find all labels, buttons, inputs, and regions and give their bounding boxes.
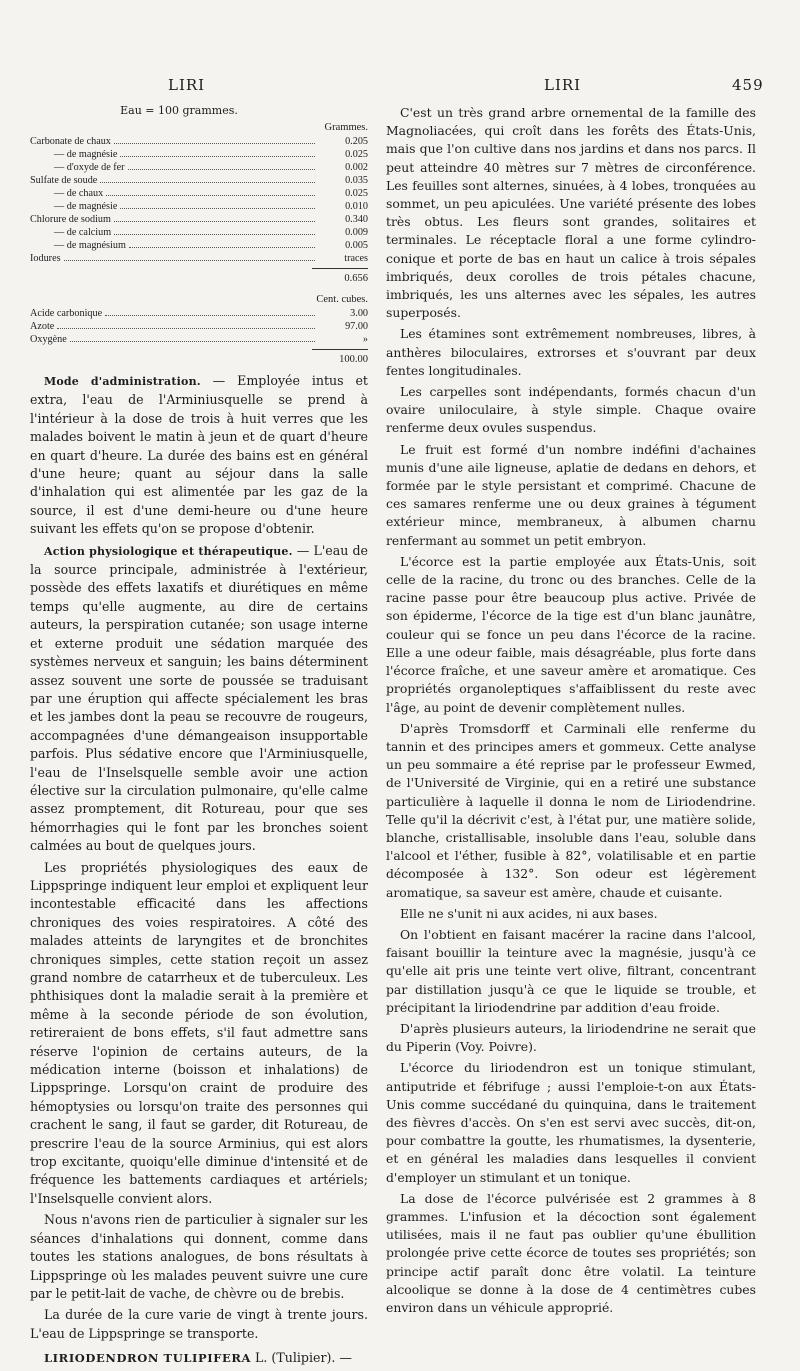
leader-dots [114, 220, 315, 222]
paragraph-text: L. (Tulipier). — [255, 1350, 352, 1366]
page-number: 459 [732, 76, 764, 94]
row-value: 0.340 [345, 214, 368, 225]
paragraph-therapeutics: L'écorce du liriodendron est un tonique stimulant, antiputride et fébrifuge ; aussi l'emploie-t-on aux États-Unis comme succédané du quinquina, dans le traitement des fièvres d'accès. On s'en est servi avec succès, dit-on, pour combattre la goutte, les rhumatismes, la dysenterie, et en général les maladies dans lesquelles il convient d'employer un stimulant et un tonique. [386, 1060, 756, 1185]
entry-heading: LIRIODENDRON TULIPIFERA [44, 1351, 252, 1366]
row-label: Iodures [30, 253, 61, 264]
leader-dots [106, 194, 315, 196]
table-row [30, 252, 368, 265]
running-head [0, 76, 800, 96]
paragraph-liriodendron [30, 1349, 368, 1367]
paragraph-acids: Elle ne s'unit ni aux acides, ni aux bases. [400, 905, 658, 921]
left-column [30, 104, 368, 1371]
leader-dots [114, 142, 315, 144]
paragraph-action [30, 542, 368, 856]
section-heading: Action physiologique et thérapeutique. [44, 544, 293, 558]
row-value: 0.205 [345, 136, 368, 147]
row-label: — de magnésie [54, 201, 118, 212]
paragraph-cure-duration: La durée de la cure varie de vingt à trente jours. L'eau de Lippspringe se transporte. [30, 1307, 368, 1341]
row-label: — d'oxyde de fer [54, 162, 125, 173]
row-value: 97.00 [345, 321, 368, 332]
row-value: 0.025 [345, 188, 368, 199]
leader-dots [128, 168, 315, 170]
mineral-rows [30, 135, 368, 265]
row-value: » [362, 334, 368, 345]
leader-dots [129, 246, 315, 248]
paragraph-text: — L'eau de la source principale, administrée à l'extérieur, possède des effets laxatifs et diurétiques en même temps qu'elle augmente, au dire de certains auteurs, la perspiration cutanée; son usage interne et externe produit une sédation marquée des systèmes nerveux et sanguin; les bains déterminent assez souvent une sorte de poussée se traduisant par une éruption qui affecte spécialement les bras et les jambes dont la peau se recouvre de rougeurs, accompagnées d'une démangeaison insupportable parfois. Plus sédative encore que l'Arminiusquelle, l'eau de l'Inselsquelle semble avoir une action élective sur la circulation pulmonaire, qu'elle calme assez promptement, dit Rotureau, pour que ses hémorrhagies qui le font par les bronches soient calmées au bout de quelques jours. [30, 542, 369, 854]
leader-dots [70, 340, 315, 342]
table-row [30, 239, 368, 252]
table-row [30, 174, 368, 187]
leader-dots [120, 155, 315, 157]
mineral-total: 0.656 [344, 273, 368, 284]
leader-dots [114, 233, 315, 235]
table-row [30, 135, 368, 148]
leader-dots [64, 259, 315, 261]
row-value: 0.035 [345, 175, 368, 186]
table-caption: Eau = 100 grammes. [120, 104, 238, 117]
paragraph-administration [30, 372, 368, 539]
paragraph-carpels: Les carpelles sont indépendants, formés chacun d'un ovaire uniloculaire, à style simple. Chaque ovaire renferme deux ovules suspendus. [386, 384, 756, 436]
paragraph-extraction: On l'obtient en faisant macérer la racine dans l'alcool, faisant bouillir la teinture avec la magnésie, jusqu'à ce qu'elle ait pris une teinte vert olive, filtrant, concentrant par distillation jusqu'à ce que le liquide se trouble, et précipitant la liriodendrine par addition d'eau froide. [386, 926, 756, 1015]
row-value: traces [344, 253, 368, 264]
row-label: Azote [30, 321, 55, 332]
table-row [30, 148, 368, 161]
unit-grams: Grammes. [324, 122, 368, 133]
paragraph-description: C'est un très grand arbre ornemental de la famille des Magnoliacées, qui croît dans les forêts des États-Unis, mais que l'on cultive dans nos jardins et dans nos parcs. Il peut atteindre 40 mètres sur 7 mètres de circonférence. Les feuilles sont alternes, sinuées, à 4 lobes, tronquées au sommet, un peu apiculées. Une variété présente des lobes très obtus. Les fleurs sont grandes, solitaires et terminales. Le réceptacle floral a une forme cylindro-conique et porte de bas en haut un calice à trois sépales imbriqués, deux corolles de trois pétales chacune, imbriqués, les uns alternes avec les sépales, les autres superposés. [386, 105, 756, 321]
leader-dots [100, 181, 315, 183]
row-value: 0.002 [345, 162, 368, 173]
row-value: 3.00 [350, 308, 368, 319]
row-label: — de magnésium [54, 240, 126, 251]
paragraph-properties: Les propriétés physiologiques des eaux de Lippspringe indiquent leur emploi et expliquent leur incontestable efficacité dans les affections chroniques des voies respiratoires. A côté des malades atteints de laryngites et de bronchites chroniques simples, cette station reçoit un assez grand nombre de catarrheux et de tuberculeux. Les phthisiques dont la maladie serait à la première et même à la seconde période de son évolution, retireraient de bons effets, s'il faut admettre sans réserve l'opinion de certains auteurs, de la médication interne (boisson et inhalations) de Lippspringe. Lorsqu'on craint de produire des hémoptysies ou lorsqu'on traite des personnes qui crachent le sang, il faut se garder, dit Rotureau, de prescrire l'eau de la source Arminius, qui est alors trop excitante, quoiqu'elle diminue d'intensité et de fréquence les battements cardiaques et artériels; l'Inselsquelle convient alors. [30, 859, 368, 1206]
leader-dots [105, 314, 315, 316]
table-row [30, 320, 368, 333]
running-head-right: LIRI [544, 76, 582, 94]
table-row [30, 200, 368, 213]
table-row [30, 307, 368, 320]
row-label: Carbonate de chaux [30, 136, 111, 147]
row-label: — de chaux [54, 188, 104, 199]
table-row [30, 333, 368, 346]
right-column [386, 104, 756, 1320]
row-label: — de magnésie [54, 149, 118, 160]
leader-dots [57, 327, 315, 329]
paragraph-fruit: Le fruit est formé d'un nombre indéfini d'achaines munis d'une aile ligneuse, aplatie de dedans en dehors, et formée par le style persistant et comprimé. Chacune de ces samares renferme une ou deux graines à tégument extérieur mince, membraneux, à albumen charnu renfermant au sommet un petit embryon. [386, 441, 756, 548]
paragraph-text: — Employée intus et extra, l'eau de l'Arminiusquelle se prend à l'intérieur à la dose de trois à huit verres que les malades boivent le matin à jeun et de quart d'heure en quart d'heure. La durée des bains est en général d'une heure; quant au séjour dans la salle d'inhalation qui est alimentée par les gaz de la source, il est d'une demi-heure ou d'une heure suivant les effets qu'on se propose d'obtenir. [30, 373, 368, 537]
paragraph-dosage: La dose de l'écorce pulvérisée est 2 grammes à 8 grammes. L'infusion et la décoction sont également utilisées, mais il ne faut pas oublier qu'une ébullition prolongée prive cette écorce de toutes ses propriétés; son principe actif paraît donc être volatil. La teinture alcoolique se donne à la dose de 4 centimètres cubes environ dans un véhicule approprié. [386, 1190, 756, 1315]
row-value: 0.005 [345, 240, 368, 251]
row-value: 0.009 [345, 227, 368, 238]
unit-cubic-centimeters: Cent. cubes. [316, 294, 368, 305]
paragraph-piperin: D'après plusieurs auteurs, la liriodendrine ne serait que du Piperin (Voy. Poivre). [386, 1020, 756, 1055]
section-heading: Mode d'administration. [44, 375, 201, 388]
paragraph-analysis: D'après Tromsdorff et Carminali elle renferme du tannin et des principes amers et gommeux. Cette analyse un peu sommaire a été reprise par le professeur Ewmed, de l'Université de Virginie, qui en a retiré une substance particulière à laquelle il donna le nom de Liriodendrine. Telle qu'il la décrivit c'est, à l'état pur, une matière solide, blanche, cristallisable, insoluble dans l'eau, soluble dans l'alcool et l'éther, fusible à 82°, volatilisable et en partie décomposée à 132°. Son odeur est légèrement aromatique, sa saveur est amère, chaude et cuisante. [386, 720, 756, 900]
row-label: Chlorure de sodium [30, 214, 111, 225]
row-label: Acide carbonique [30, 308, 103, 319]
paragraph-inhalations: Nous n'avons rien de particulier à signaler sur les séances d'inhalations qui donnent, comme dans toutes les stations analogues, de bons résultats à Lippspringe où les malades peuvent suivre une cure par le petit-lait de vache, de chèvre ou de brebis. [30, 1212, 368, 1301]
paragraph-stamens: Les étamines sont extrêmement nombreuses, libres, à anthères biloculaires, extrorses et s'ouvrant par deux fentes longitudinales. [386, 326, 756, 378]
table-row [30, 226, 368, 239]
mineral-table [30, 121, 368, 366]
table-rule [312, 268, 368, 269]
gas-total: 100.00 [339, 354, 368, 365]
table-row [30, 213, 368, 226]
row-label: Sulfate de soude [30, 175, 98, 186]
row-label: Oxygène [30, 334, 67, 345]
row-value: 0.025 [345, 149, 368, 160]
paragraph-bark: L'écorce est la partie employée aux États-Unis, soit celle de la racine, du tronc ou des branches. Celle de la racine passe pour être beaucoup plus active. Privée de son épiderme, l'écorce de la tige est d'un blanc jaunâtre, couleur qui se fonce un peu dans l'écorce de la racine. Elle a une odeur faible, mais désagréable, plus forte dans l'écorce fraîche, et une saveur amère et aromatique. Ces propriétés organoleptiques s'affaiblissent du reste avec l'âge, au point de devenir complètement nulles. [386, 553, 756, 715]
table-rule [312, 349, 368, 350]
row-value: 0.010 [345, 201, 368, 212]
leader-dots [120, 207, 315, 209]
row-label: — de calcium [54, 227, 112, 238]
table-row [30, 187, 368, 200]
gas-rows [30, 307, 368, 346]
running-head-left: LIRI [168, 76, 206, 94]
table-row [30, 161, 368, 174]
